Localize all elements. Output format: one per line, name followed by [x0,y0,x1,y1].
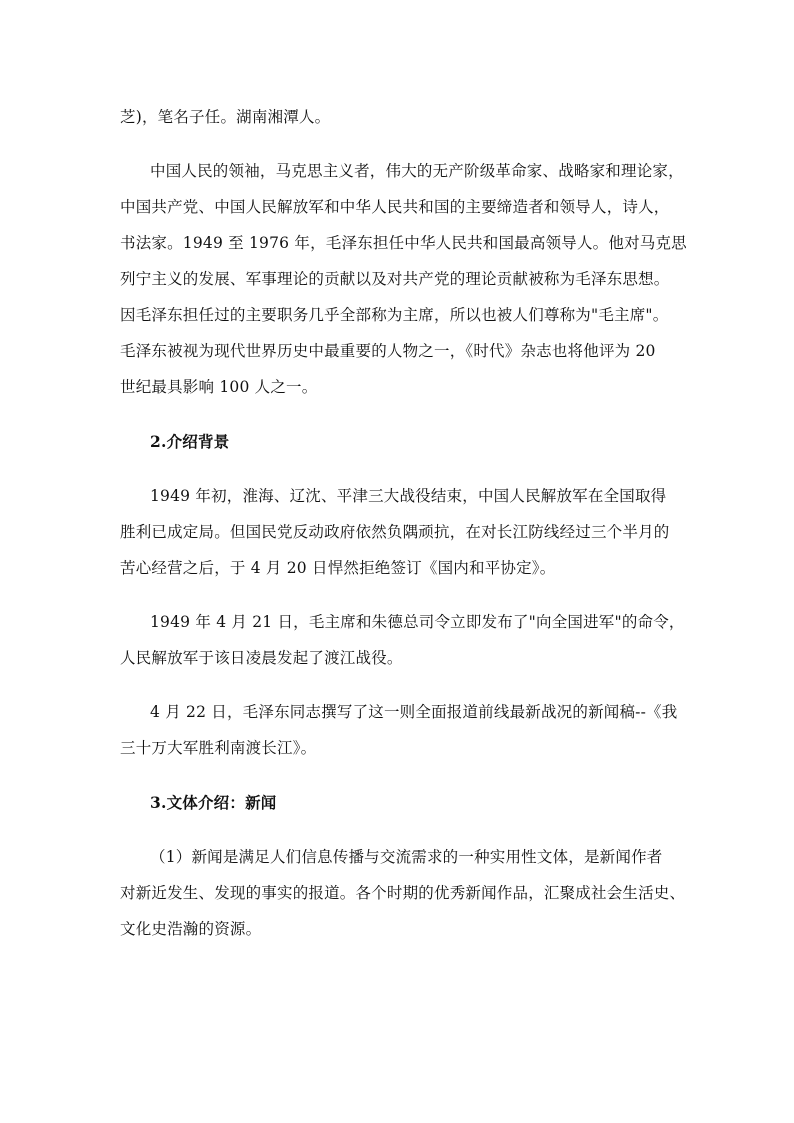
section-heading: 3.文体介绍：新闻 [150,793,277,812]
text-line: 人民解放军于该日凌晨发起了渡江战役。 [120,649,403,667]
text-line: 对新近发生、发现的事实的报道。各个时期的优秀新闻作品，汇聚成社会生活史、 [120,884,686,902]
text-line: 三十万大军胜利南渡长江》。 [120,739,317,757]
text-line: 中国共产党、中国人民解放军和中华人民共和国的主要缔造者和领导人，诗人， [120,198,670,216]
intro-tail-line: 芝)，笔名子任。湖南湘潭人。 [120,108,331,126]
text-line: 胜利已成定局。但国民党反动政府依然负隅顽抗，在对长江防线经过三个半月的 [120,523,670,541]
text-line: 列宁主义的发展、军事理论的贡献以及对共产党的理论贡献被称为毛泽东思想。 [120,270,670,288]
text-line: 苦心经营之后，于 4 月 20 日悍然拒绝签订《国内和平协定》。 [120,559,556,577]
text-line: 因毛泽东担任过的主要职务几乎全部称为主席，所以也被人们尊称为"毛主席"。 [120,306,669,324]
text-line: （1）新闻是满足人们信息传播与交流需求的一种实用性文体，是新闻作者 [150,848,663,866]
text-line: 文化史浩瀚的资源。 [120,920,262,938]
text-line: 4 月 22 日，毛泽东同志撰写了这一则全面报道前线最新战况的新闻稿--《我 [150,703,678,721]
text-line: 书法家。1949 至 1976 年，毛泽东担任中华人民共和国最高领导人。他对马克思 [120,234,687,252]
text-line: 中国人民的领袖，马克思主义者，伟大的无产阶级革命家、战略家和理论家， [150,162,684,180]
section-heading: 2.介绍背景 [150,432,230,451]
text-line: 1949 年初，淮海、辽沈、平津三大战役结束，中国人民解放军在全国取得 [150,487,667,505]
text-line: 毛泽东被视为现代世界历史中最重要的人物之一，《时代》杂志也将他评为 20 [120,342,656,360]
text-line: 世纪最具影响 100 人之一。 [120,378,318,396]
text-line: 1949 年 4 月 21 日，毛主席和朱德总司令立即发布了"向全国进军"的命令， [150,613,685,631]
